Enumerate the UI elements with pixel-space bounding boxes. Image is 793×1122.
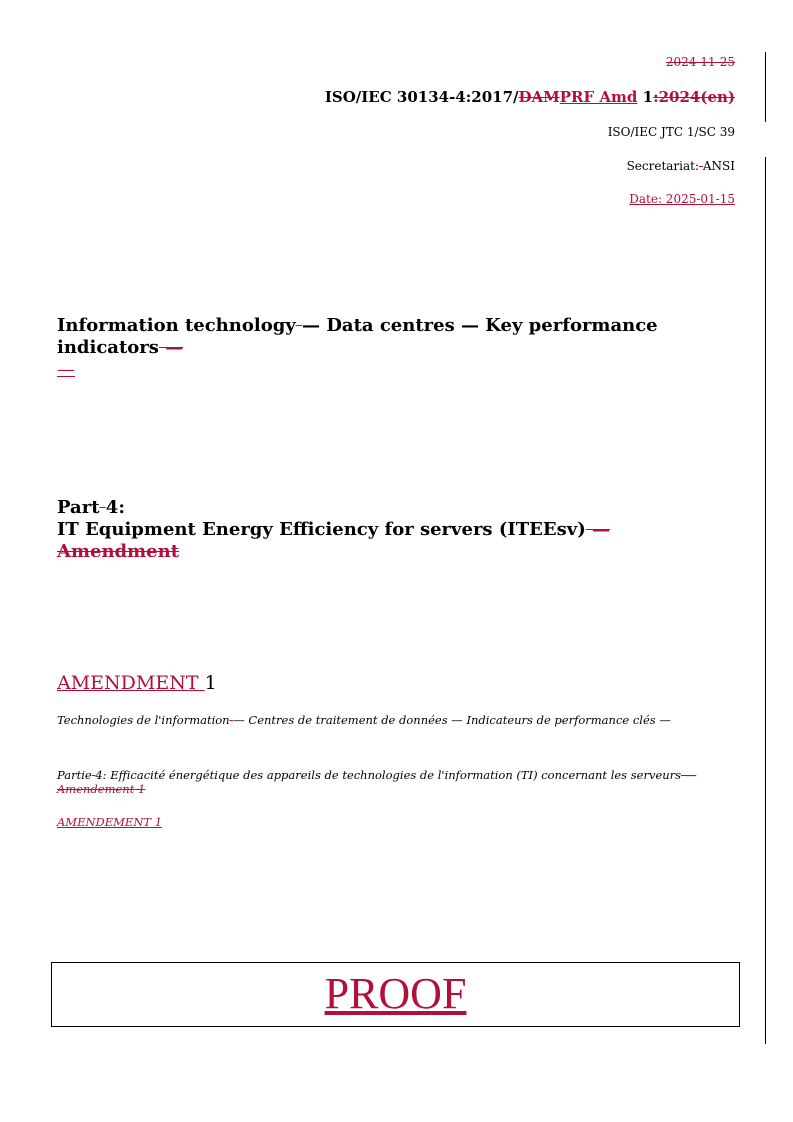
- document-identifier: [325, 88, 735, 106]
- french-part-b: 4: Efficacité énergétique des appareils de technologies de l'information (TI) concernant les serveurs: [95, 768, 682, 782]
- doc-id-deleted-dam: DAM: [518, 88, 560, 106]
- proof-text: PROOF: [324, 969, 467, 1018]
- part-title: [57, 497, 717, 563]
- doc-id-main: ISO/IEC 30134-4:2017/: [324, 88, 519, 106]
- title-deleted-dash: —: [158, 337, 184, 358]
- secretariat-value: ANSI: [702, 159, 735, 173]
- doc-id-number: 1: [642, 88, 654, 106]
- part-number: 4:: [105, 497, 125, 518]
- french-title: [57, 713, 747, 727]
- part-label: Part: [57, 497, 100, 518]
- doc-id-deleted-year: :2024(en): [653, 88, 735, 106]
- committee: ISO/IEC JTC 1/SC 39: [607, 125, 735, 139]
- french-part: [57, 768, 747, 796]
- doc-id-inserted-prf: PRF Amd: [559, 88, 638, 106]
- change-bar-top: [765, 52, 766, 122]
- french-title-b: — Centres de traitement de données — Indicateurs de performance clés —: [233, 713, 671, 727]
- secretariat: [627, 159, 735, 173]
- proof-stamp: [51, 962, 740, 1027]
- main-title: [57, 315, 717, 381]
- french-amendment: AMENDEMENT 1: [57, 815, 163, 829]
- title-part2: — Data centres — Key performance indicators: [57, 315, 658, 358]
- amendment-heading: [57, 672, 217, 694]
- part-deleted-amendment: — Amendment: [57, 519, 610, 562]
- title-part1: Information technology: [57, 315, 296, 336]
- old-date: 2024-11-25: [665, 55, 735, 69]
- secretariat-label: Secretariat:: [626, 159, 700, 173]
- french-part-a: Partie: [57, 768, 92, 782]
- new-date: Date: 2025-01-15: [629, 192, 735, 206]
- title-inserted-dash: —: [57, 359, 75, 380]
- amendment-number: 1: [204, 672, 217, 694]
- french-part-deleted-amendment: — Amendement 1: [57, 768, 697, 796]
- part-name: IT Equipment Energy Efficiency for servers (ITEEsv): [57, 519, 586, 540]
- change-bar-main: [765, 157, 766, 1044]
- amendment-inserted-word: AMENDMENT: [57, 672, 205, 694]
- french-title-a: Technologies de l'information: [57, 713, 230, 727]
